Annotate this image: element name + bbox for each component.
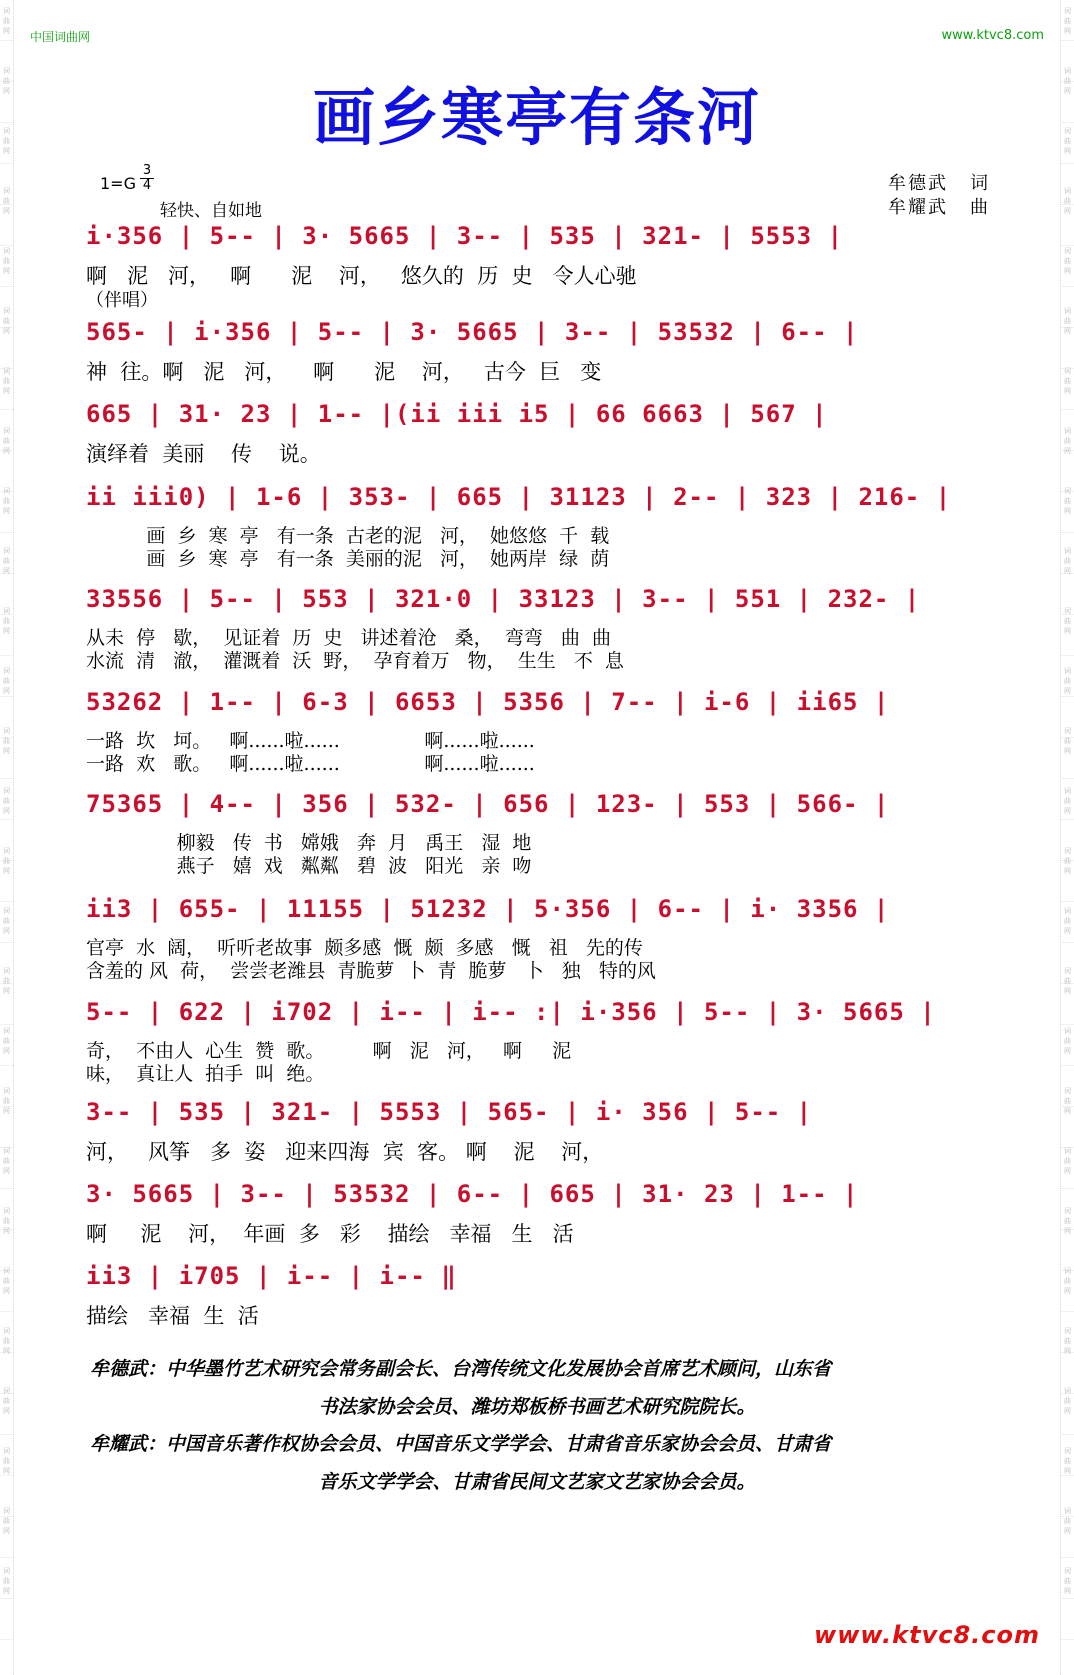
notation-line: ii3 | 655- | 11155 | 51232 | 5·356 | 6-- | i· 3356 | [86,895,890,923]
notation-line: 5-- | 622 | i702 | i-- | i-- :| i·356 | 5-- | 3· 5665 | [86,998,936,1026]
watermark-text: 词曲网 [1064,1027,1071,1055]
watermark-text: 词曲网 [3,1507,10,1535]
watermark-text: 词曲网 [3,1567,10,1595]
time-top: 3 [142,163,152,178]
watermark-text: 词曲网 [3,1087,10,1115]
watermark-text: 词曲网 [3,127,10,155]
watermark-text: 词曲网 [3,7,10,35]
bio-composer-line1: 牟耀武：中国音乐著作权协会会员、中国音乐文学学会、甘肃省音乐家协会会员、甘肃省 [90,1433,832,1455]
notation-line: 75365 | 4-- | 356 | 532- | 656 | 123- | 553 | 566- | [86,790,890,818]
credits [888,172,990,220]
watermark-text: 词曲网 [1064,1327,1071,1355]
watermark-text: 词曲网 [3,67,10,95]
watermark-text: 词曲网 [1064,1387,1071,1415]
bio-lyricist [90,1350,984,1426]
lyric-line: 啊 泥 河， 啊 泥 河， 悠久的 历 史 令人心驰 [86,264,637,288]
time-signature [140,164,154,193]
lyric-line: 味， 真让人 拍手 叫 绝。 [86,1063,325,1085]
lyric-line: 演绎着 美丽 传 说。 [86,442,321,466]
watermark-text: 词曲网 [1064,67,1071,95]
notation-line: 565- | i·356 | 5-- | 3· 5665 | 3-- | 53532 | 6-- | [86,318,859,346]
lyricist-role: 词 [970,173,990,194]
watermark-text: 词曲网 [3,727,10,755]
watermark-text: 词曲网 [3,307,10,335]
notation-line: 3· 5665 | 3-- | 53532 | 6-- | 665 | 31· 23 | 1-- | [86,1180,859,1208]
lyric-line: 画 乡 寒 亭 有一条 古老的泥 河， 她悠悠 千 载 [86,525,610,547]
watermark-text: 词曲网 [1064,487,1071,515]
watermark-text: 词曲网 [3,1027,10,1055]
lyric-line: 官亭 水 阔， 听听老故事 颇多感 慨 颇 多感 慨 祖 先的传 [86,937,643,959]
notation-line: 53262 | 1-- | 6-3 | 6653 | 5356 | 7-- | i-6 | ii65 | [86,688,890,716]
notation-line: 665 | 31· 23 | 1-- |(ii iii i5 | 66 6663 | 567 | [86,400,828,428]
lyric-line: 柳毅 传 书 嫦娥 奔 月 禹王 湿 地 [86,832,532,854]
watermark-text: 词曲网 [3,1387,10,1415]
watermark-text: 词曲网 [1064,247,1071,275]
watermark-text: 词曲网 [1064,787,1071,815]
accompaniment-note: （伴唱） [86,290,158,311]
watermark-text: 词曲网 [1064,1567,1071,1595]
watermark-text: 词曲网 [1064,1147,1071,1175]
watermark-text: 词曲网 [1064,907,1071,935]
lyric-line: 含羞的 风 荷， 尝尝老潍县 青脆萝 卜 青 脆萝 卜 独 特的风 [86,960,656,982]
notation-line: ii iii0) | 1-6 | 353- | 665 | 31123 | 2-- | 323 | 216- | [86,483,952,511]
watermark-text: 词曲网 [1064,1087,1071,1115]
key-signature: 1=G [100,174,136,193]
bio-lyricist-line1: 牟德武：中华墨竹艺术研究会常务副会长、台湾传统文化发展协会首席艺术顾问，山东省 [90,1358,832,1380]
lyric-line: 河， 风筝 多 姿 迎来四海 宾 客。 啊 泥 河， [86,1140,604,1164]
watermark-text: 词曲网 [1064,427,1071,455]
watermark-text: 词曲网 [1064,1447,1071,1475]
watermark-text: 词曲网 [1064,1207,1071,1235]
notation-line: 33556 | 5-- | 553 | 321·0 | 33123 | 3-- | 551 | 232- | [86,585,921,613]
lyric-line: 从未 停 歇， 见证着 历 史 讲述着沧 桑， 弯弯 曲 曲 [86,627,611,649]
tempo-marking: 轻快、自如地 [160,201,262,221]
watermark-text: 词曲网 [1064,547,1071,575]
watermark-text: 词曲网 [1064,307,1071,335]
ktvc-logo[interactable]: www.ktvc8.com [814,1621,1040,1649]
watermark-text: 词曲网 [3,967,10,995]
notation-line: 3-- | 535 | 321- | 5553 | 565- | i· 356 | 5-- | [86,1098,813,1126]
lyric-line: 描绘 幸福 生 活 [86,1304,259,1328]
watermark-text: 词曲网 [1064,727,1071,755]
watermark-text: 词曲网 [3,247,10,275]
composer-line [888,196,990,220]
watermark-text: 词曲网 [1064,847,1071,875]
watermark-text: 词曲网 [3,667,10,695]
song-title: 画乡寒亭有条河 [312,81,761,154]
watermark-text: 词曲网 [3,1447,10,1475]
notation-line: ii3 | i705 | i-- | i-- ‖ [86,1262,457,1290]
lyric-line: 神 往。啊 泥 河， 啊 泥 河， 古今 巨 变 [86,360,602,384]
watermark-text: 词曲网 [3,547,10,575]
bio-composer-line2: 音乐文学学会、甘肃省民间文艺家文艺家协会会员。 [318,1471,756,1493]
notation-line: i·356 | 5-- | 3· 5665 | 3-- | 535 | 321- | 5553 | [86,222,844,250]
time-bottom: 4 [140,178,154,193]
bio-composer [90,1425,984,1501]
lyric-line: 燕子 嬉 戏 粼粼 碧 波 阳光 亲 吻 [86,855,532,877]
site-name-label[interactable]: 中国词曲网 [30,30,91,44]
watermark-text: 词曲网 [3,367,10,395]
lyric-line: 一路 坎 坷。 啊......啦...... 啊......啦...... [86,730,535,752]
watermark-text: 词曲网 [1064,1507,1071,1535]
watermark-text: 词曲网 [3,487,10,515]
watermark-text: 词曲网 [3,1207,10,1235]
watermark-text: 词曲网 [1064,127,1071,155]
lyric-line: 一路 欢 歌。 啊......啦...... 啊......啦...... [86,753,535,775]
site-url-label[interactable]: www.ktvc8.com [941,28,1044,43]
composer-role: 曲 [970,197,990,218]
watermark-text: 词曲网 [3,1267,10,1295]
watermark-text: 词曲网 [1064,7,1071,35]
watermark-text: 词曲网 [1064,367,1071,395]
watermark-text: 词曲网 [1064,1267,1071,1295]
lyricist-line [888,172,990,196]
watermark-text: 词曲网 [3,187,10,215]
watermark-text: 词曲网 [3,1147,10,1175]
watermark-strip-right [1060,0,1074,1675]
watermark-text: 词曲网 [3,427,10,455]
lyric-line: 水流 清 澈， 灌溉着 沃 野， 孕育着万 物， 生生 不 息 [86,650,624,672]
watermark-text: 词曲网 [1064,967,1071,995]
bio-lyricist-line2: 书法家协会会员、潍坊郑板桥书画艺术研究院院长。 [318,1396,756,1418]
watermark-text: 词曲网 [3,607,10,635]
lyric-line: 奇， 不由人 心生 赞 歌。 啊 泥 河， 啊 泥 [86,1040,572,1062]
watermark-text: 词曲网 [3,907,10,935]
composer-name: 牟耀武 [888,197,948,218]
watermark-text: 词曲网 [3,1327,10,1355]
watermark-text: 词曲网 [3,787,10,815]
lyricist-name: 牟德武 [888,173,948,194]
lyric-line: 啊 泥 河， 年画 多 彩 描绘 幸福 生 活 [86,1222,574,1246]
watermark-text: 词曲网 [3,847,10,875]
watermark-text: 词曲网 [1064,667,1071,695]
watermark-text: 词曲网 [1064,607,1071,635]
watermark-strip-left [0,0,14,1675]
watermark-text: 词曲网 [1064,187,1071,215]
lyric-line: 画 乡 寒 亭 有一条 美丽的泥 河， 她两岸 绿 荫 [86,548,610,570]
